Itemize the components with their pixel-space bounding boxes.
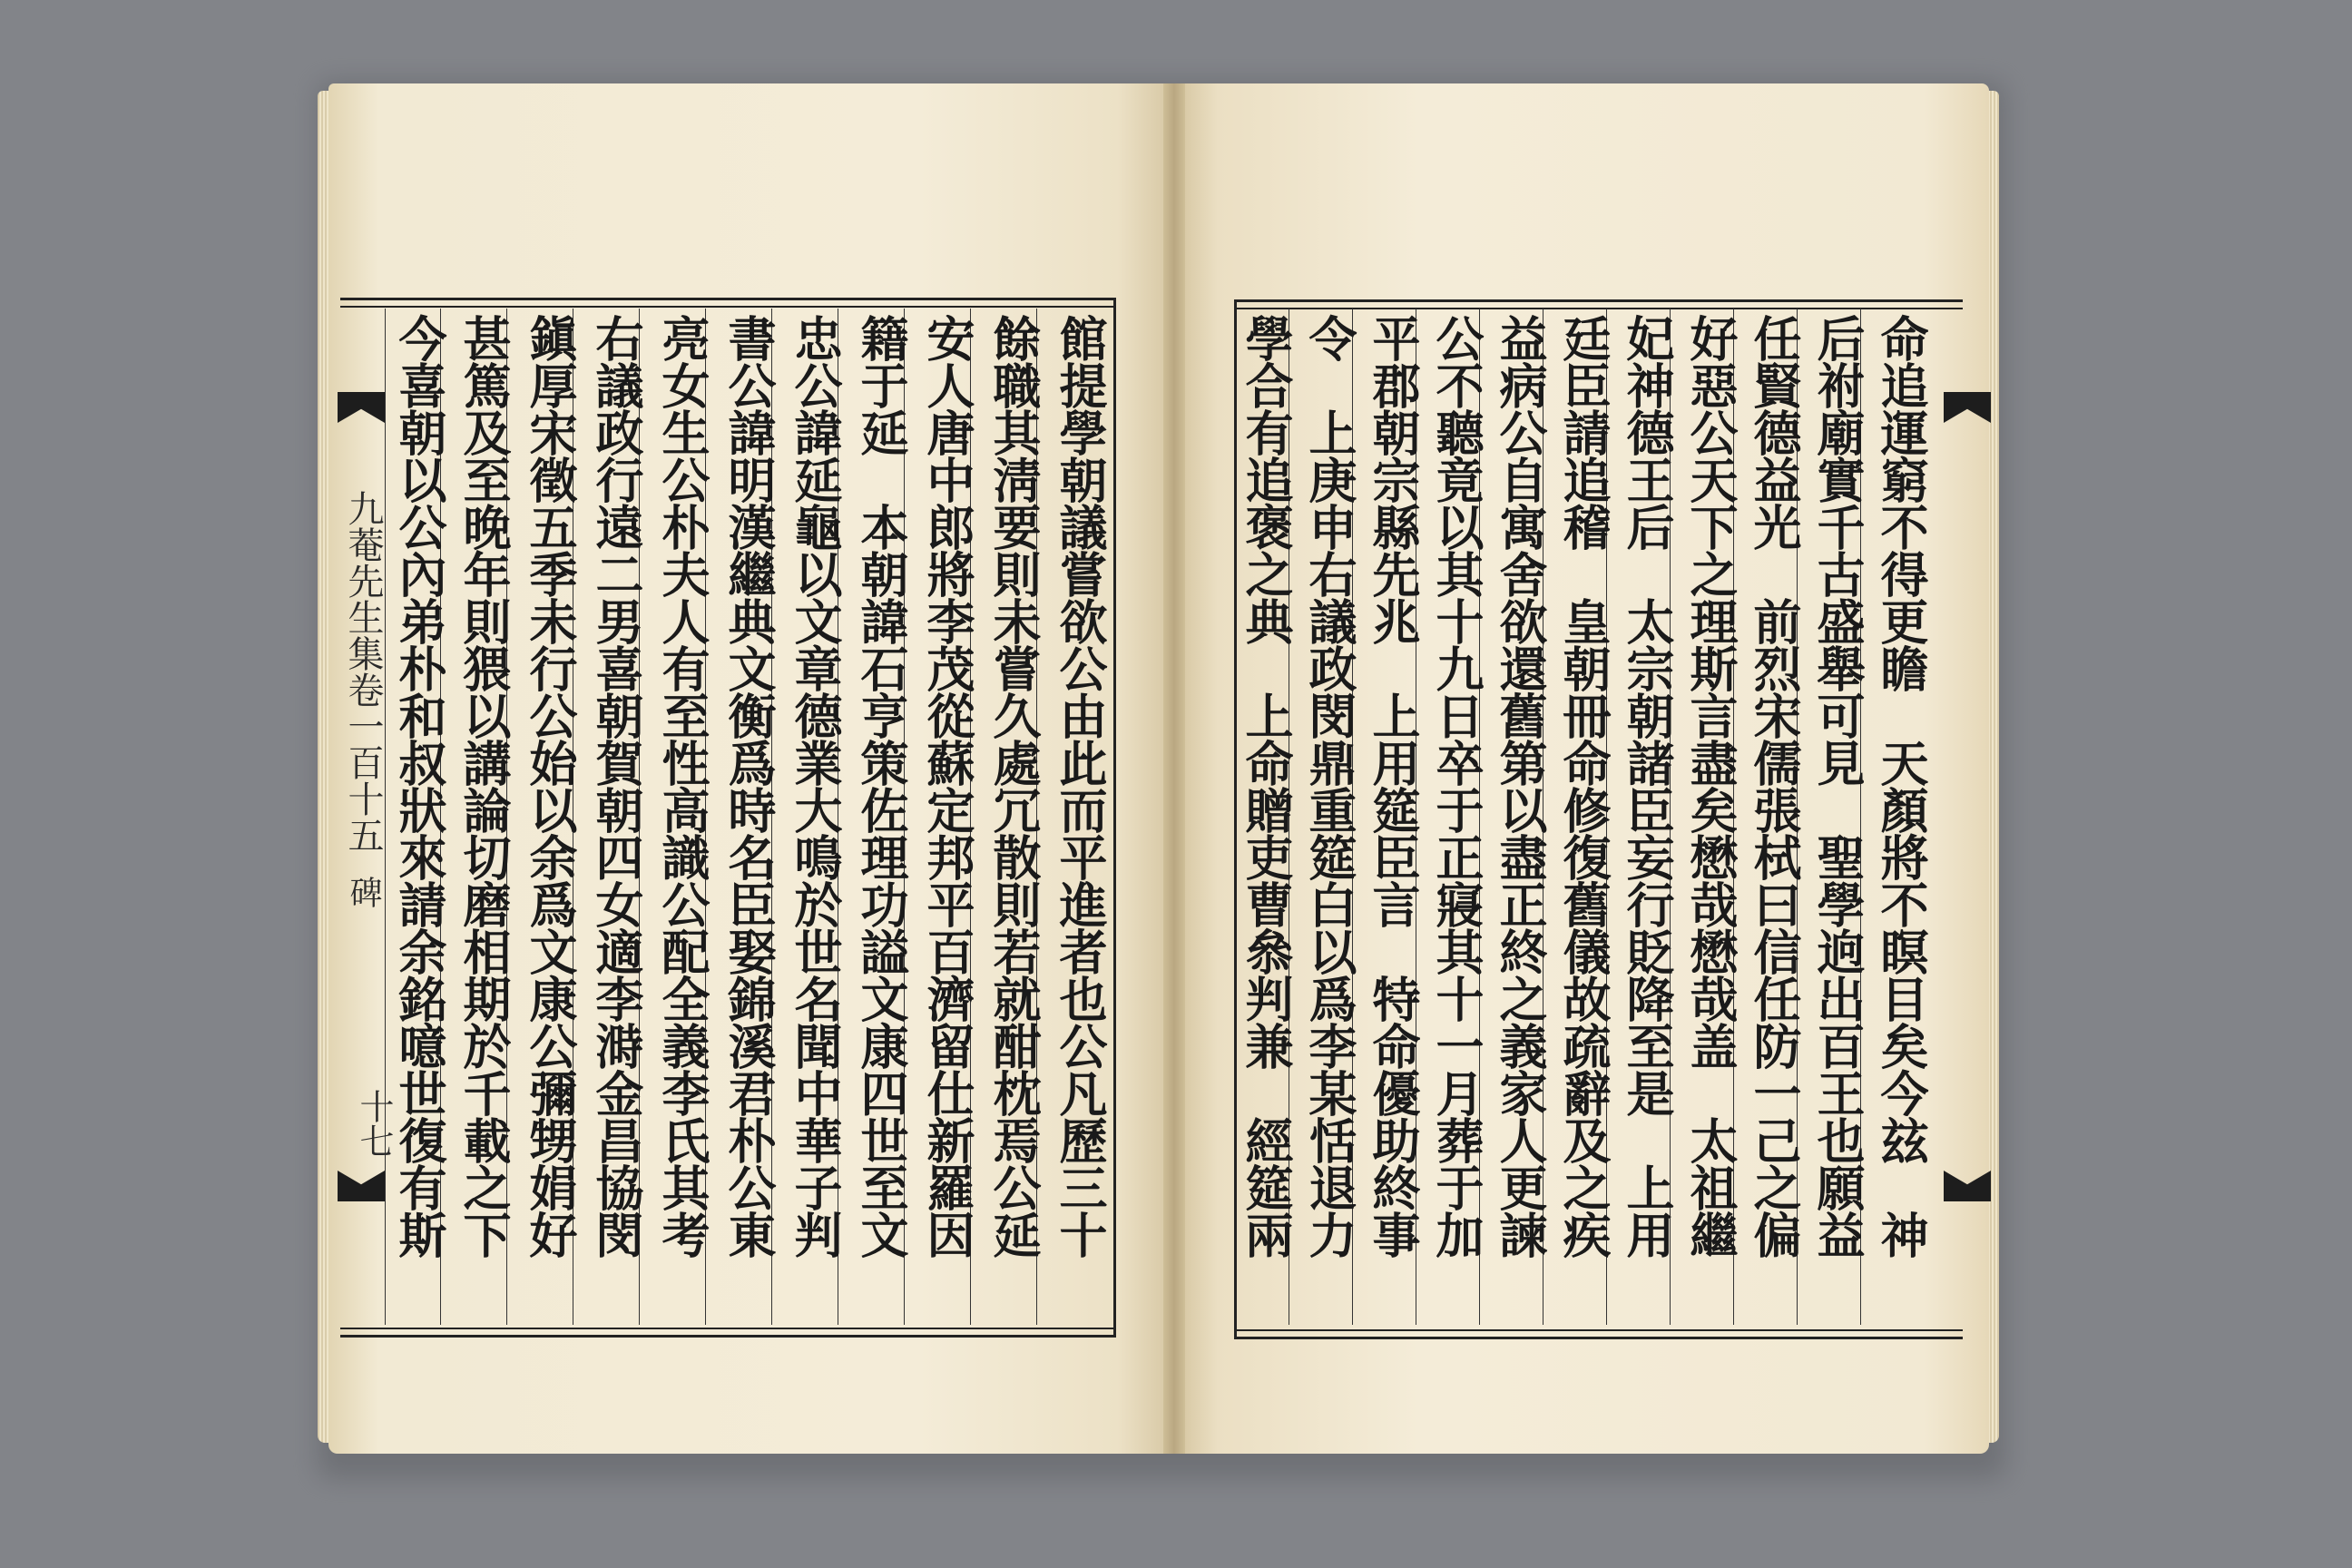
right-column-7: 益病公自寓舍欲還舊第以盡正終之義家人更諫	[1492, 314, 1548, 1258]
right-column-3: 任賢德益光 前烈宋儒張栻曰信任防一己之偏	[1746, 314, 1802, 1258]
page-number: 十七	[354, 1089, 394, 1158]
right-column-6: 廷臣請追稽 皇朝冊命修復舊儀故疏辭及之疾	[1555, 314, 1612, 1258]
right-column-2: 后祔廟實千古盛舉可見 聖學逈出百王也願益	[1809, 314, 1866, 1258]
spine-title: 九菴先生集卷一百十五	[342, 490, 384, 853]
left-column-9: 鎭厚宋徵五季未行公始以余爲文康公彌甥娟好	[522, 314, 578, 1258]
right-column-10: 令 上庚申右議政閔鼎重筵白以爲李某恬退力	[1301, 314, 1357, 1258]
right-column-5: 妃神德王后 太宗朝諸臣妄行貶降至是 上用	[1619, 314, 1675, 1258]
left-column-4: 籍于延 本朝諱石亨策佐理功謚文康四世至文	[853, 314, 909, 1258]
left-column-1: 館提學朝議嘗欲公由此而平進者也公凡歷三十	[1052, 314, 1108, 1258]
right-column-1: 命追運窮不得更瞻 天顏將不瞑目矣今玆 神	[1873, 314, 1929, 1258]
right-column-9: 平郡朝宗縣先兆 上用筵臣言 特命優助終事	[1365, 314, 1421, 1258]
left-column-8: 右議政行遠二男喜朝賀朝四女適李溡金昌協閔	[588, 314, 644, 1258]
right-column-11: 學合有追褒之典 上命贈吏曹叅判兼 經筵兩	[1238, 314, 1294, 1258]
left-column-2: 餘職其淸要則未嘗久處冗散則若就酣枕焉公延	[985, 314, 1042, 1258]
center-column-rule	[385, 309, 386, 1325]
section-mark: 碑	[345, 876, 382, 908]
left-column-5: 忠公諱延龜以文章德業大鳴於世名聞中華子判	[787, 314, 843, 1258]
left-column-7: 亮女生公朴夫人有至性高識公配全義李氏其考	[654, 314, 710, 1258]
left-column-10: 甚篤及至晚年則猥以講論切磨相期於千載之下	[456, 314, 512, 1258]
book-gutter	[1163, 83, 1185, 1454]
right-column-4: 好惡公天下之理斯言盡矣懋哉懋哉盖 太祖繼	[1682, 314, 1739, 1258]
left-column-11: 今喜朝以公內弟朴和叔狀來請余銘噫世復有斯	[391, 314, 447, 1258]
right-column-8: 公不聽竟以其十九日卒于正寢其十一月葬于加	[1428, 314, 1485, 1258]
left-column-3: 安人唐中郎將李茂從蘇定邦平百濟留仕新羅因	[919, 314, 975, 1258]
left-column-6: 書公諱明漢繼典文衡爲時名臣娶錦溪君朴公東	[720, 314, 777, 1258]
